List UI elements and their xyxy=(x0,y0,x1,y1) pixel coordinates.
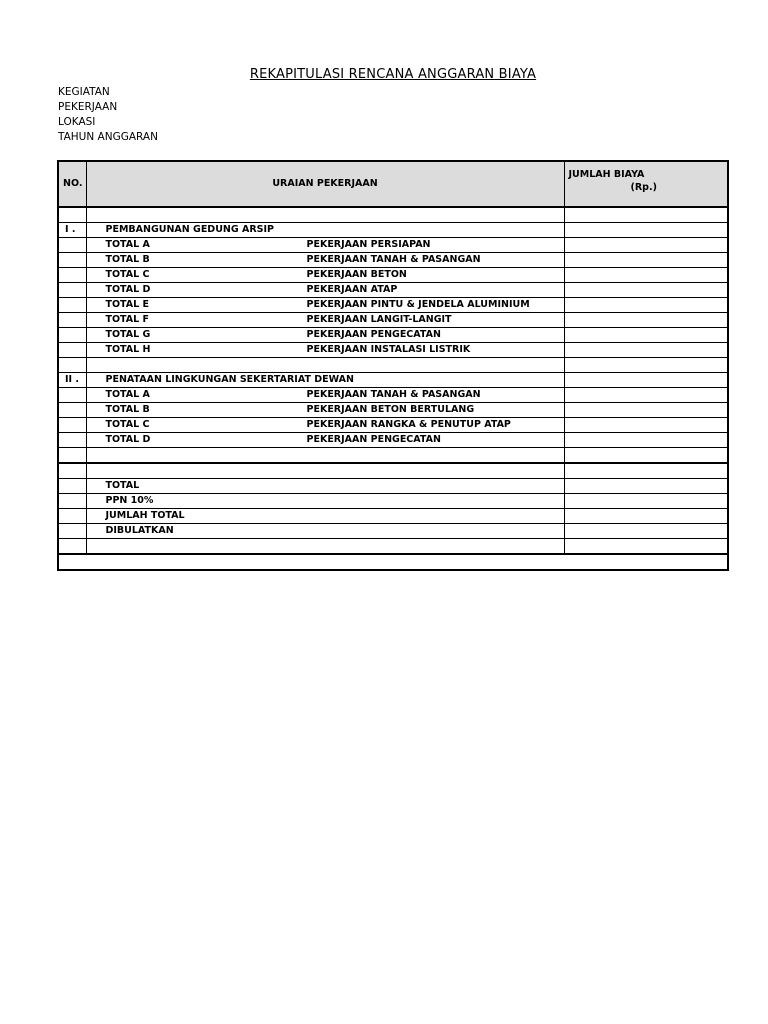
amount-cell xyxy=(564,223,728,238)
summary-row xyxy=(58,479,728,494)
section-title: PEMBANGUNAN GEDUNG ARSIP xyxy=(86,223,564,238)
table-row xyxy=(58,343,728,358)
table-header-row xyxy=(58,161,728,207)
document-meta xyxy=(58,85,158,145)
table-row xyxy=(58,448,728,464)
row-description: PEKERJAAN ATAP xyxy=(306,284,398,295)
header-uraian: URAIAN PEKERJAAN xyxy=(86,161,564,207)
header-biaya xyxy=(564,161,728,207)
row-label: TOTAL B xyxy=(105,404,150,415)
table-row xyxy=(58,358,728,373)
table-row xyxy=(58,539,728,555)
table-footer-row xyxy=(58,554,728,570)
summary-row xyxy=(58,524,728,539)
summary-jumlah-total: JUMLAH TOTAL xyxy=(86,509,564,524)
header-no: NO. xyxy=(58,161,86,207)
row-description: PEKERJAAN TANAH & PASANGAN xyxy=(306,254,481,265)
row-label: TOTAL A xyxy=(105,389,150,400)
section-title: PENATAAN LINGKUNGAN SEKERTARIAT DEWAN xyxy=(86,373,564,388)
row-label: TOTAL D xyxy=(105,284,151,295)
section-row xyxy=(58,223,728,238)
row-label: TOTAL C xyxy=(105,269,150,280)
table-row xyxy=(58,207,728,223)
table-row xyxy=(58,463,728,479)
table-row xyxy=(58,283,728,298)
section-number: I . xyxy=(58,223,86,238)
table-row xyxy=(58,298,728,313)
table-row xyxy=(58,268,728,283)
row-description: PEKERJAAN TANAH & PASANGAN xyxy=(306,389,481,400)
section-number: II . xyxy=(58,373,86,388)
header-biaya-unit: (Rp.) xyxy=(630,182,657,193)
meta-tahun-anggaran: TAHUN ANGGARAN xyxy=(58,131,158,143)
summary-total: TOTAL xyxy=(86,479,564,494)
row-description: PEKERJAAN PENGECATAN xyxy=(306,329,441,340)
table-row xyxy=(58,253,728,268)
row-label: TOTAL B xyxy=(105,254,150,265)
meta-kegiatan: KEGIATAN xyxy=(58,86,110,98)
header-biaya-label: JUMLAH BIAYA xyxy=(568,169,645,180)
row-label: TOTAL F xyxy=(105,314,150,325)
row-description: PEKERJAAN LANGIT-LANGIT xyxy=(306,314,452,325)
document-title: REKAPITULASI RENCANA ANGGARAN BIAYA xyxy=(249,67,537,82)
summary-ppn: PPN 10% xyxy=(86,494,564,509)
row-label: TOTAL H xyxy=(105,344,151,355)
row-description: PEKERJAAN INSTALASI LISTRIK xyxy=(306,344,471,355)
row-label: TOTAL A xyxy=(105,239,150,250)
summary-dibulatkan: DIBULATKAN xyxy=(86,524,564,539)
row-label: TOTAL G xyxy=(105,329,151,340)
row-label: TOTAL E xyxy=(105,299,150,310)
section-row xyxy=(58,373,728,388)
table-row xyxy=(58,238,728,253)
summary-row xyxy=(58,494,728,509)
row-description: PEKERJAAN RANGKA & PENUTUP ATAP xyxy=(306,419,511,430)
table-row xyxy=(58,388,728,403)
row-description: PEKERJAAN PENGECATAN xyxy=(306,434,441,445)
row-label: TOTAL D xyxy=(105,434,151,445)
amount-cell xyxy=(564,373,728,388)
budget-recap-table xyxy=(57,160,729,571)
table-row xyxy=(58,433,728,448)
table-row xyxy=(58,418,728,433)
table-row xyxy=(58,313,728,328)
row-description: PEKERJAAN BETON xyxy=(306,269,407,280)
row-description: PEKERJAAN BETON BERTULANG xyxy=(306,404,475,415)
table-row xyxy=(58,403,728,418)
meta-pekerjaan: PEKERJAAN xyxy=(58,101,118,113)
row-description: PEKERJAAN PERSIAPAN xyxy=(306,239,431,250)
table-row xyxy=(58,328,728,343)
meta-lokasi: LOKASI xyxy=(58,116,96,128)
summary-row xyxy=(58,509,728,524)
row-description: PEKERJAAN PINTU & JENDELA ALUMINIUM xyxy=(306,299,530,310)
row-label: TOTAL C xyxy=(105,419,150,430)
